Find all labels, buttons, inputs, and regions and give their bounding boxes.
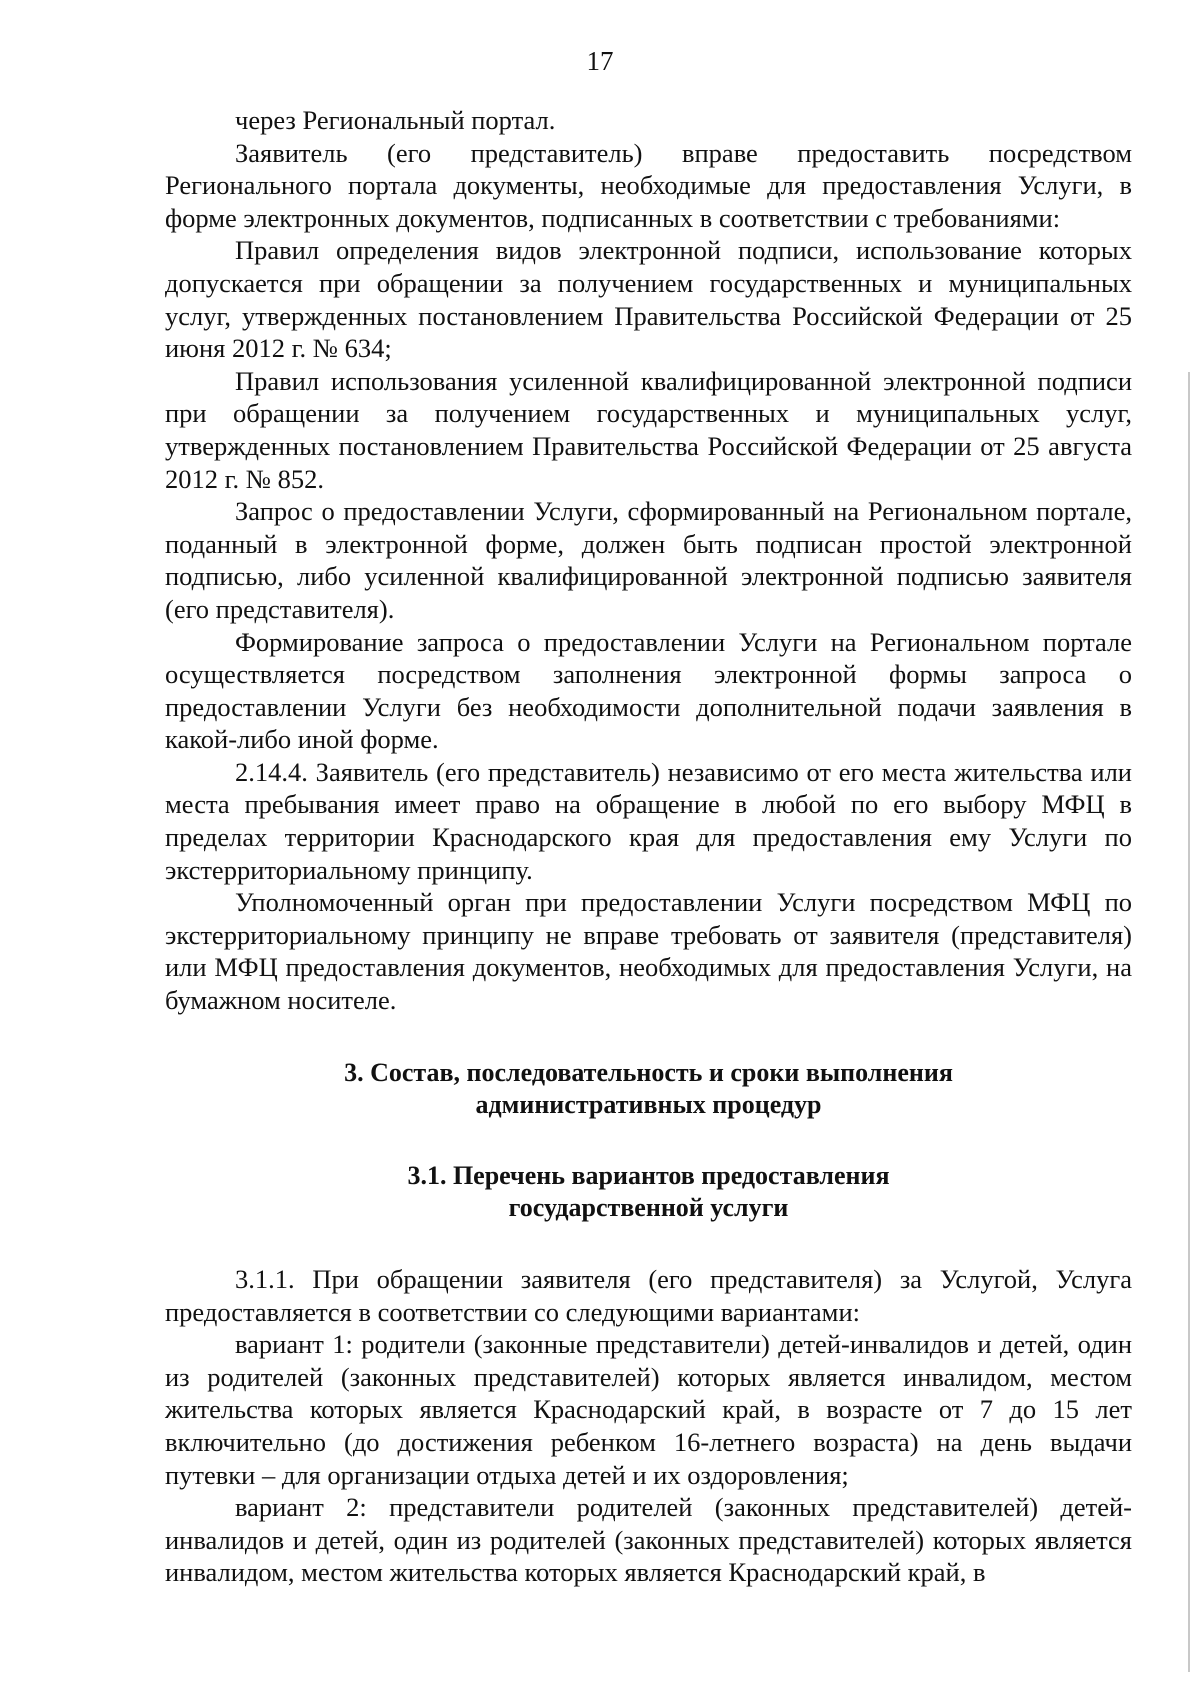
subsection-heading-line: 3.1. Перечень вариантов предоставления	[407, 1160, 890, 1190]
paragraph: Уполномоченный орган при предоставлении Услуги посредством МФЦ по экстерриториальному принципу не вправе требовать от заявителя (представителя) или МФЦ предоставления документов, необходимых для предоставления Услуги, на бумажном носителе.	[165, 887, 1132, 1016]
paragraph: вариант 2: представители родителей (законных представителей) детей-инвалидов и детей, один из родителей (законных представителей) которых является инвалидом, местом жительства которых является Краснодарский край, в	[165, 1492, 1132, 1588]
subsection-heading-line: государственной услуги	[508, 1193, 789, 1223]
paragraph: 3.1.1. При обращении заявителя (его представителя) за Услугой, Услуга предоставляется в соответствии со следующими вариантами:	[165, 1264, 1132, 1327]
section-heading-line: административных процедур	[475, 1090, 822, 1120]
paragraph: Формирование запроса о предоставлении Услуги на Региональном портале осуществляется посредством заполнения электронной формы запроса о предоставлении Услуги без необходимости дополнительной подачи заявления в какой-либо иной форме.	[165, 626, 1132, 755]
section-heading-line: 3. Состав, последовательность и сроки выполнения	[344, 1057, 953, 1087]
paragraph: Правил использования усиленной квалифицированной электронной подписи при обращении за получением государственных и муниципальных услуг, утвержденных постановлением Правительства Российской Федерации от 25 августа 2012 г. № 852.	[165, 365, 1132, 494]
paragraph: Заявитель (его представитель) вправе предоставить посредством Регионального портала документы, необходимые для предоставления Услуги, в форме электронных документов, подписанных в соответствии с требованиями:	[165, 137, 1132, 233]
paragraph: вариант 1: родители (законные представители) детей-инвалидов и детей, один из родителей (законных представителей) которых является инвалидом, местом жительства которых является Краснодарский край, в возрасте от 7 до 15 лет включительно (до достижения ребенком 16-летнего возраста) на день выдачи путевки – для организации отдыха детей и их оздоровления;	[165, 1329, 1132, 1490]
scan-edge-line	[1188, 372, 1190, 1672]
page-number: 17	[586, 46, 614, 76]
subsection-heading	[165, 1160, 1132, 1225]
paragraph: Запрос о предоставлении Услуги, сформированный на Региональном портале, поданный в электронной форме, должен быть подписан простой электронной подписью, либо усиленной квалифицированной электронной подписью заявителя (его представителя).	[165, 496, 1132, 624]
paragraph: через Региональный портал.	[235, 105, 556, 135]
document-body	[165, 104, 1132, 1589]
section-heading	[165, 1057, 1132, 1122]
paragraph: 2.14.4. Заявитель (его представитель) независимо от его места жительства или места пребывания имеет право на обращение в любой по его выбору МФЦ в пределах территории Краснодарского края для предоставления ему Услуги по экстерриториальному принципу.	[165, 756, 1132, 885]
paragraph: Правил определения видов электронной подписи, использование которых допускается при обращении за получением государственных и муниципальных услуг, утвержденных постановлением Правительства Российской Федерации от 25 июня 2012 г. № 634;	[165, 235, 1132, 364]
